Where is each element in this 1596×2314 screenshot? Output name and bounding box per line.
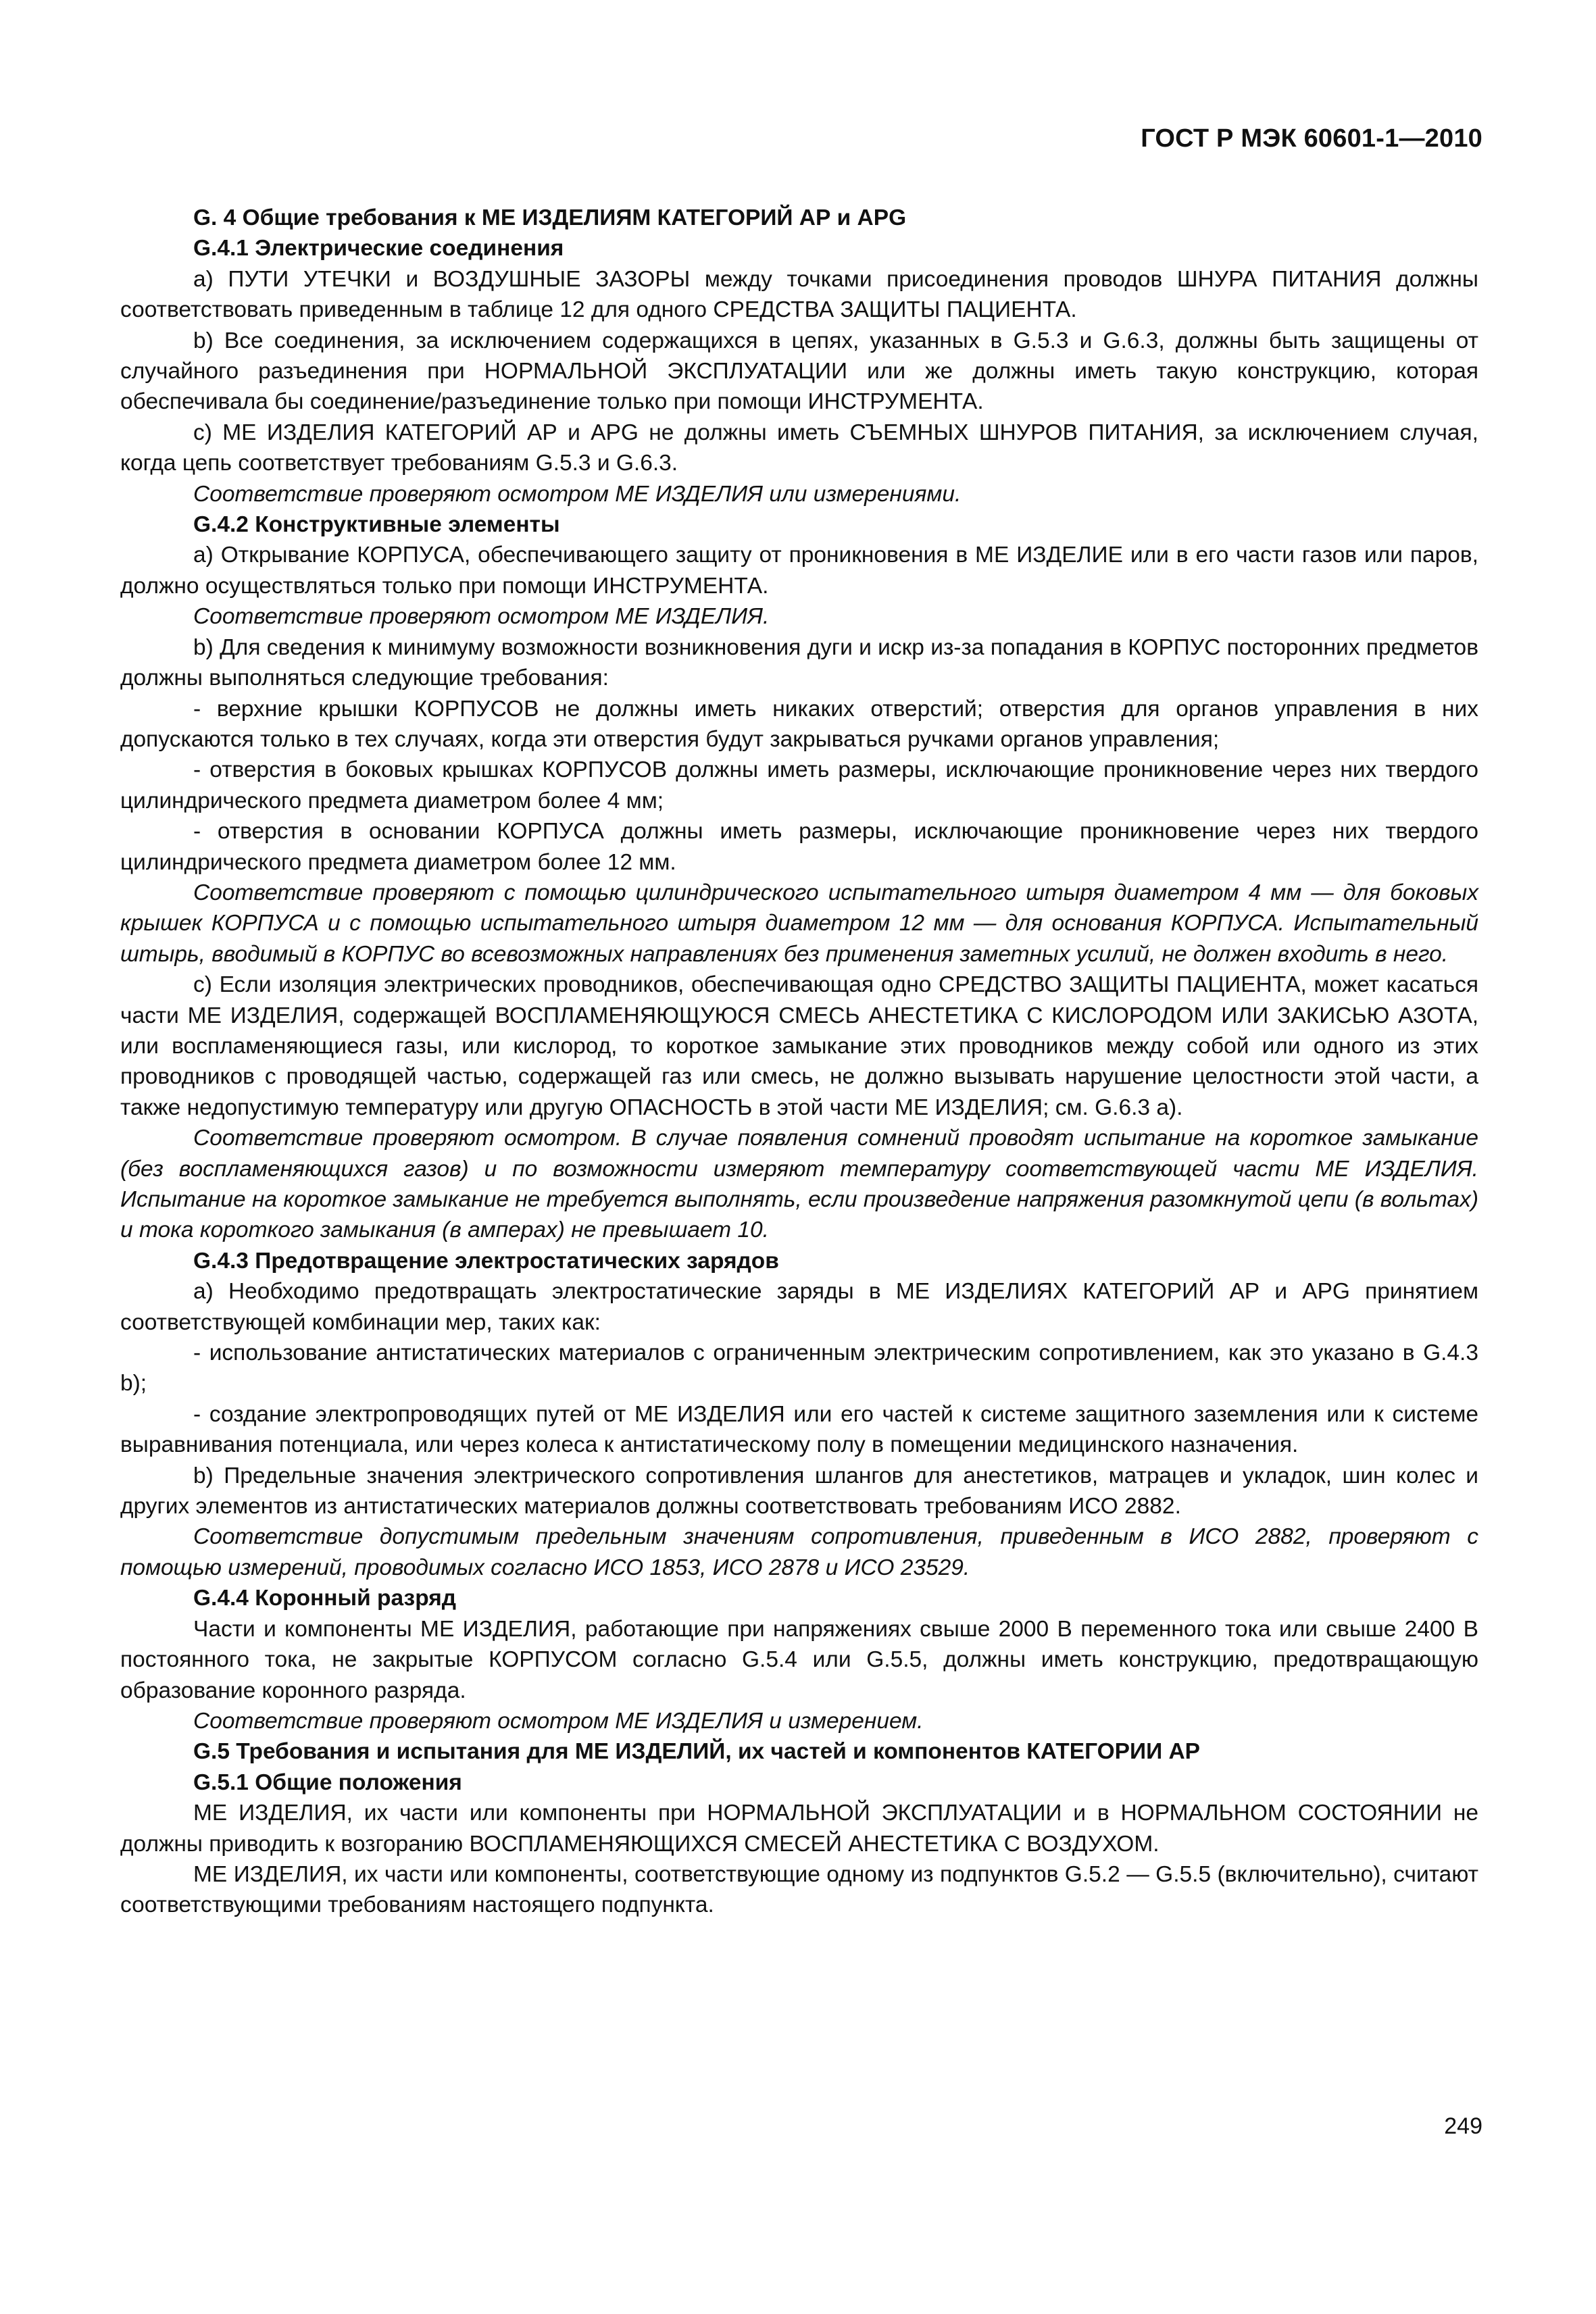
section-heading: G.5.1 Общие положения [193, 1769, 462, 1795]
page-number: 249 [1444, 2113, 1482, 2139]
compliance-note: Соответствие проверяют с помощью цилиндрического испытательного штыря диаметром 4 мм — для боковых крышек КОРПУСА и с помощью испытательного штыря диаметром 12 мм — для основания КОРПУСА. Испытательный штырь, вводимый в КОРПУС во всевозможных направлениях без применения заметных усилий, не должен входить в него. [120, 880, 1478, 967]
section-heading: G. 4 Общие требования к МЕ ИЗДЕЛИЯМ КАТЕГОРИЙ АР и APG [193, 205, 907, 230]
body-paragraph: - использование антистатических материалов с ограниченным электрическим сопротивлением, как это указано в G.4.3 b); [120, 1340, 1478, 1397]
body-paragraph: c) МЕ ИЗДЕЛИЯ КАТЕГОРИЙ АР и APG не должны иметь СЪЕМНЫХ ШНУРОВ ПИТАНИЯ, за исключением случая, когда цепь соответствует требованиям G.5.3 и G.6.3. [120, 420, 1478, 476]
compliance-note: Соответствие проверяют осмотром МЕ ИЗДЕЛИЯ или измерениями. [193, 481, 962, 507]
body-paragraph: - верхние крышки КОРПУСОВ не должны иметь никаких отверстий; отверстия для органов управления в них допускаются только в тех случаях, когда эти отверстия будут закрываться ручками органов управления; [120, 696, 1478, 752]
body-paragraph: a) ПУТИ УТЕЧКИ и ВОЗДУШНЫЕ ЗАЗОРЫ между точками присоединения проводов ШНУРА ПИТАНИЯ должны соответствовать приведенным в таблице 12 для одного СРЕДСТВА ЗАЩИТЫ ПАЦИЕНТА. [120, 266, 1478, 323]
section-heading: G.5 Требования и испытания для МЕ ИЗДЕЛИЙ, их частей и компонентов КАТЕГОРИИ АР [193, 1739, 1201, 1765]
body-paragraph: b) Для сведения к минимуму возможности возникновения дуги и искр из-за попадания в КОРПУС посторонних предметов должны выполняться следующие требования: [120, 634, 1478, 691]
standard-header: ГОСТ Р МЭК 60601-1—2010 [1141, 124, 1482, 153]
body-paragraph: b) Все соединения, за исключением содержащихся в цепях, указанных в G.5.3 и G.6.3, должны быть защищены от случайного разъединения при НОРМАЛЬНОЙ ЭКСПЛУАТАЦИИ или же должны иметь такую конструкцию, которая обеспечивала бы соединение/разъединение только при помощи ИНСТРУМЕНТА. [120, 328, 1478, 415]
body-paragraph: - отверстия в основании КОРПУСА должны иметь размеры, исключающие проникновение через них твердого цилиндрического предмета диаметром более 12 мм. [120, 819, 1478, 875]
section-heading: G.4.1 Электрические соединения [193, 236, 564, 261]
section-heading: G.4.4 Коронный разряд [193, 1586, 457, 1611]
body-paragraph: - создание электропроводящих путей от МЕ ИЗДЕЛИЯ или его частей к системе защитного заземления или к системе выравнивания потенциала, или через колеса к антистатическому полу в помещении медицинского назначения. [120, 1401, 1478, 1458]
compliance-note: Соответствие проверяют осмотром МЕ ИЗДЕЛИЯ и измерением. [193, 1708, 924, 1734]
body-paragraph: МЕ ИЗДЕЛИЯ, их части или компоненты, соответствующие одному из подпунктов G.5.2 — G.5.5 (включительно), считают соответствующими требованиям настоящего подпункта. [120, 1861, 1478, 1918]
body-paragraph: a) Необходимо предотвращать электростатические заряды в МЕ ИЗДЕЛИЯХ КАТЕГОРИЙ АР и APG принятием соответствующей комбинации мер, таких как: [120, 1279, 1478, 1335]
section-heading: G.4.3 Предотвращение электростатических зарядов [193, 1248, 779, 1274]
body-paragraph: c) Если изоляция электрических проводников, обеспечивающая одно СРЕДСТВО ЗАЩИТЫ ПАЦИЕНТА, может касаться части МЕ ИЗДЕЛИЯ, содержащей ВОСПЛАМЕНЯЮЩУЮСЯ СМЕСЬ АНЕСТЕТИКА С КИСЛОРОДОМ ИЛИ ЗАКИСЬЮ АЗОТА, или воспламеняющиеся газы, или кислород, то короткое замыкание этих проводников между собой или одного из этих проводников с проводящей частью, содержащей газ или смесь, не должно вызывать нарушение целостности этой части, а также недопустимую температуру или другую ОПАСНОСТЬ в этой части МЕ ИЗДЕЛИЯ; см. G.6.3 а). [120, 972, 1478, 1120]
body-paragraph: a) Открывание КОРПУСА, обеспечивающего защиту от проникновения в МЕ ИЗДЕЛИЕ или в его части газов или паров, должно осуществляться только при помощи ИНСТРУМЕНТА. [120, 543, 1478, 599]
section-heading: G.4.2 Конструктивные элементы [193, 512, 560, 538]
body-paragraph: b) Предельные значения электрического сопротивления шлангов для анестетиков, матрацев и укладок, шин колес и других элементов из антистатических материалов должны соответствовать требованиям ИСО 2882. [120, 1463, 1478, 1519]
compliance-note: Соответствие допустимым предельным значениям сопротивления, приведенным в ИСО 2882, проверяют с помощью измерений, проводимых согласно ИСО 1853, ИСО 2878 и ИСО 23529. [120, 1524, 1478, 1580]
body-paragraph: - отверстия в боковых крышках КОРПУСОВ должны иметь размеры, исключающие проникновение через них твердого цилиндрического предмета диаметром более 4 мм; [120, 757, 1478, 813]
compliance-note: Соответствие проверяют осмотром. В случае появления сомнений проводят испытание на короткое замыкание (без воспламеняющихся газов) и по возможности измеряют температуру соответствующей части МЕ ИЗДЕЛИЯ. Испытание на короткое замыкание не требуется выполнять, если произведение напряжения разомкнутой цепи (в вольтах) и тока короткого замыкания (в амперах) не превышает 10. [120, 1126, 1478, 1243]
body-paragraph: МЕ ИЗДЕЛИЯ, их части или компоненты при НОРМАЛЬНОЙ ЭКСПЛУАТАЦИИ и в НОРМАЛЬНОМ СОСТОЯНИИ не должны приводить к возгоранию ВОСПЛАМЕНЯЮЩИХСЯ СМЕСЕЙ АНЕСТЕТИКА С ВОЗДУХОМ. [120, 1801, 1478, 1857]
document-body [120, 203, 1478, 1921]
compliance-note: Соответствие проверяют осмотром МЕ ИЗДЕЛИЯ. [193, 604, 770, 630]
body-paragraph: Части и компоненты МЕ ИЗДЕЛИЯ, работающие при напряжениях свыше 2000 В переменного тока или свыше 2400 В постоянного тока, не закрытые КОРПУСОМ согласно G.5.4 или G.5.5, должны иметь конструкцию, предотвращающую образование коронного разряда. [120, 1616, 1478, 1703]
